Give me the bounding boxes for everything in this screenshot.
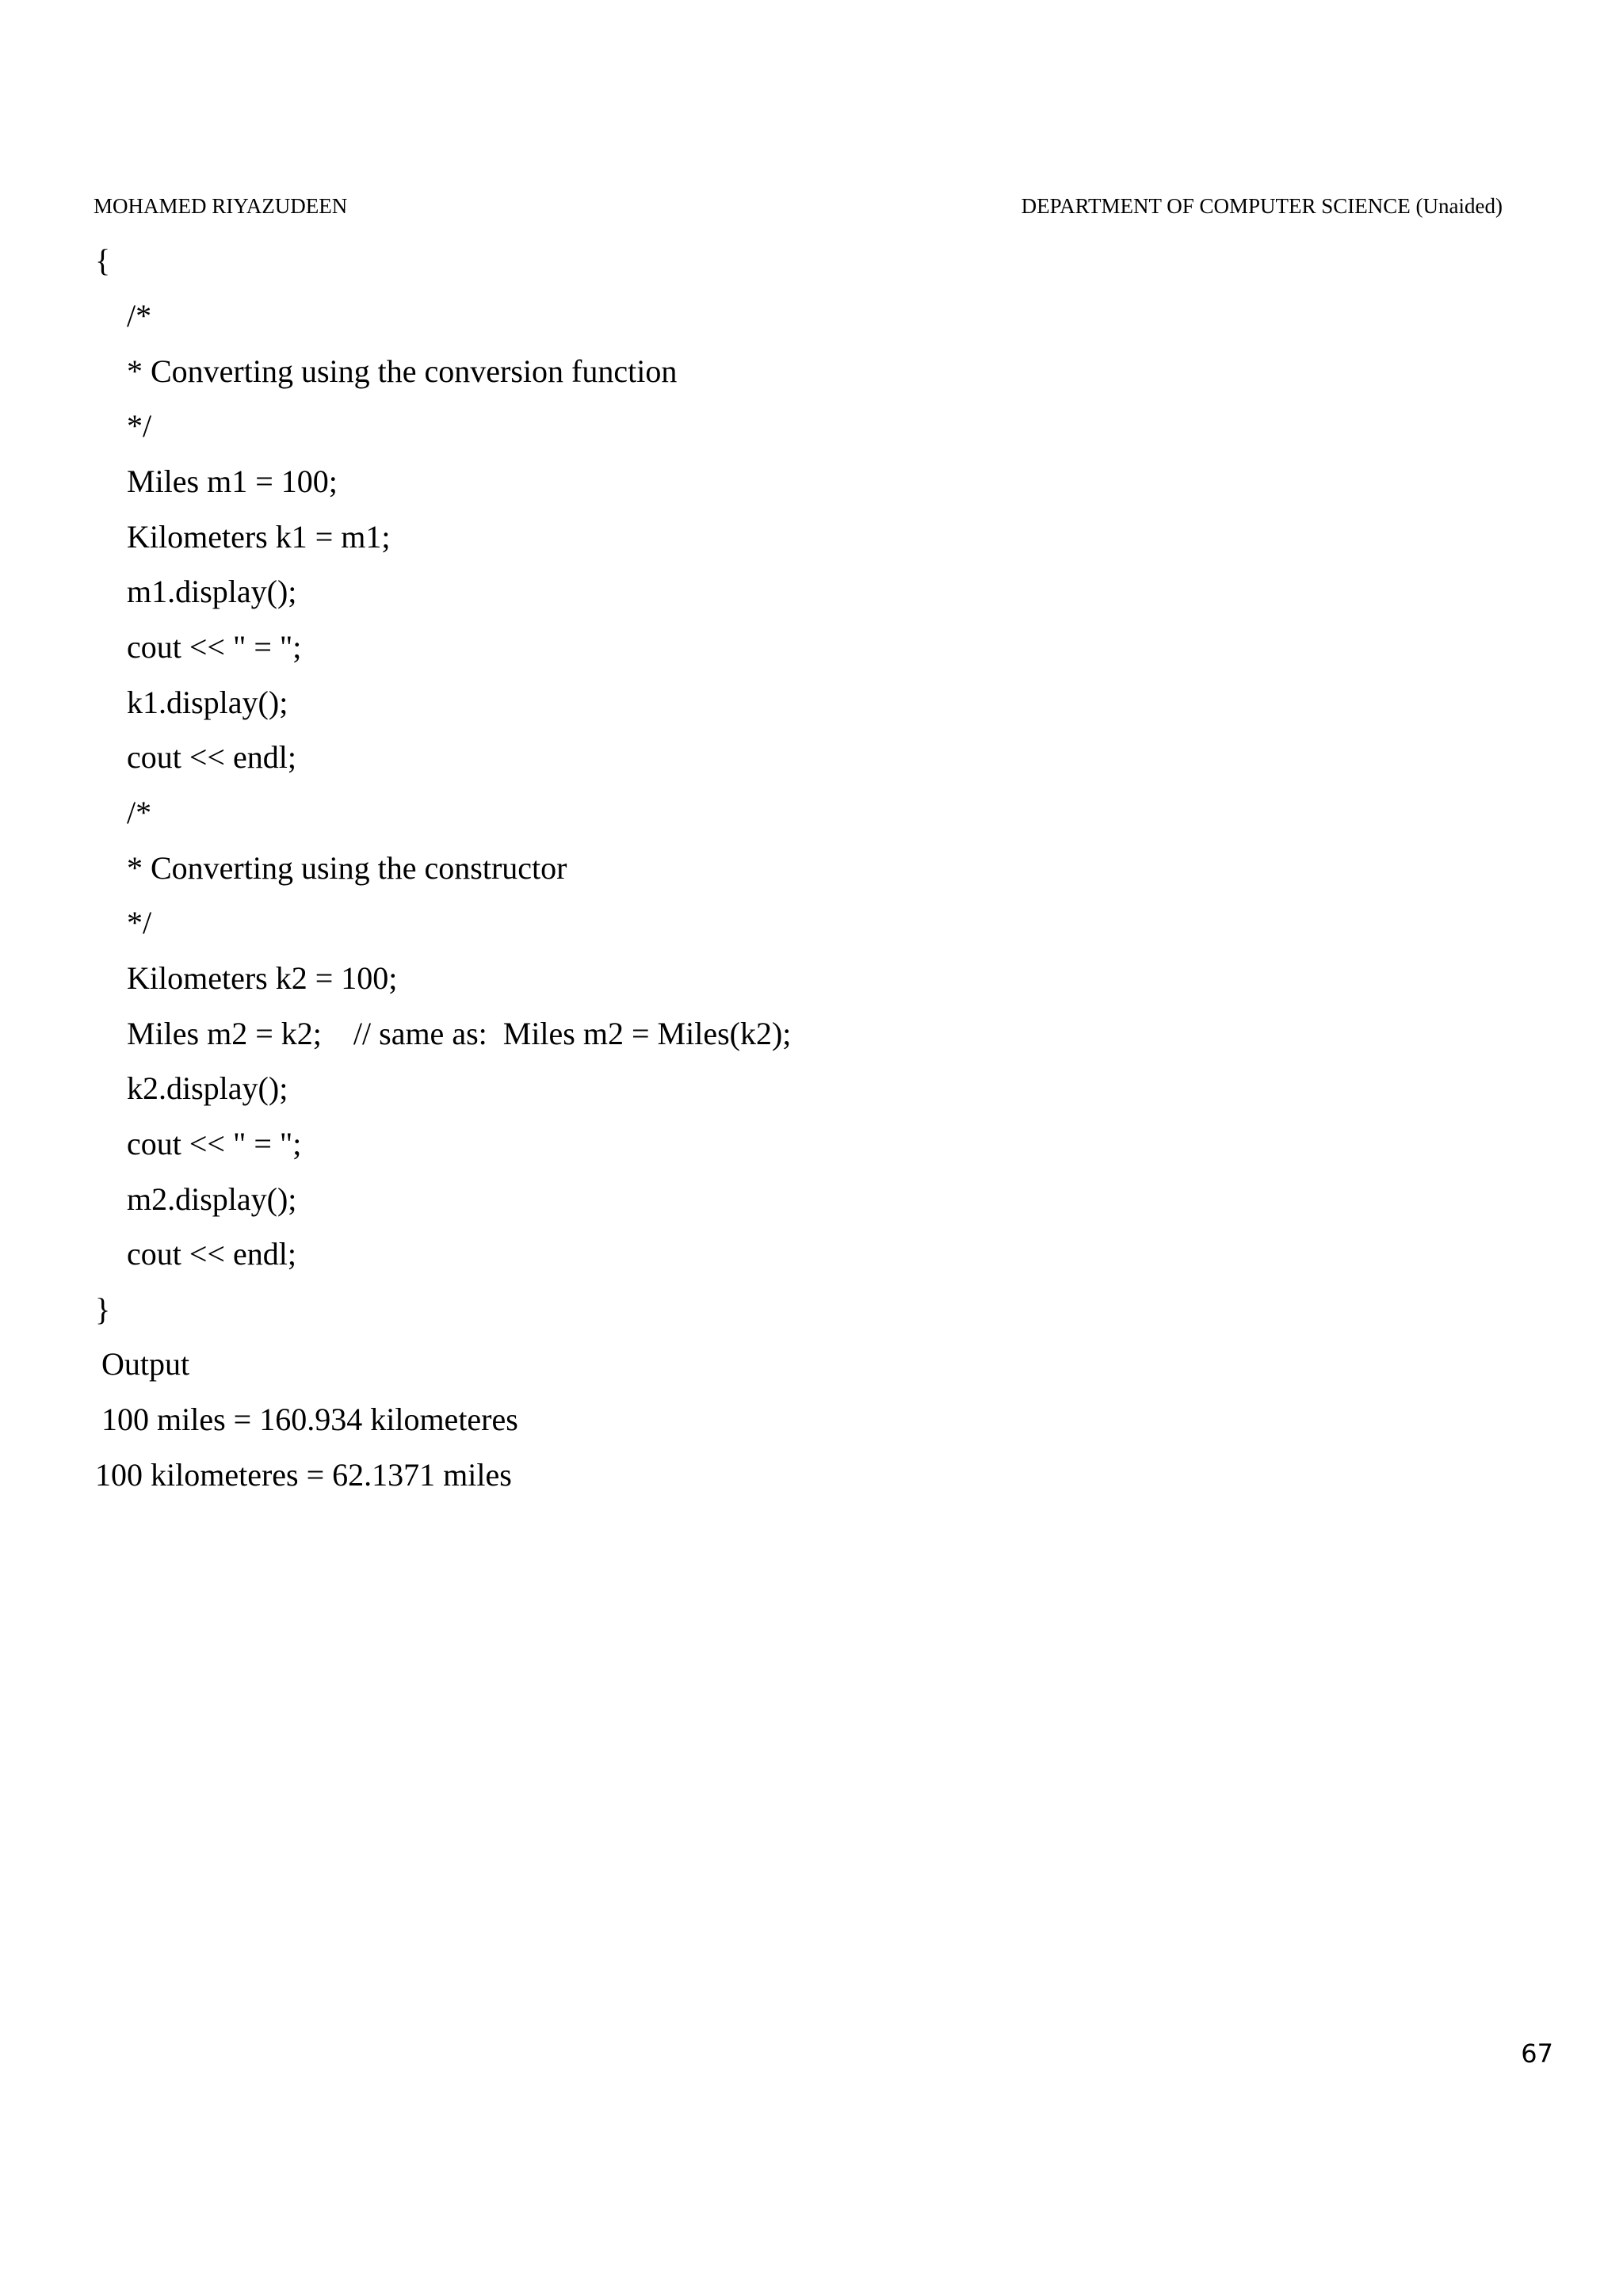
code-line: */ [127,408,152,444]
code-line: m1.display(); [127,574,297,609]
code-line: cout << endl; [127,739,296,775]
code-line: m2.display(); [127,1181,297,1217]
code-line: { [95,242,111,278]
code-line: k2.display(); [127,1070,288,1106]
code-line: cout << " = "; [127,1126,302,1161]
code-line: k1.display(); [127,685,288,720]
header-department: DEPARTMENT OF COMPUTER SCIENCE (Unaided) [1021,194,1503,218]
output-heading: Output [101,1346,190,1382]
code-line: cout << endl; [127,1236,296,1272]
code-line: * Converting using the constructor [127,850,567,886]
code-line: Miles m2 = k2; // same as: Miles m2 = Miles(k2); [127,1016,792,1051]
code-line: Kilometers k2 = 100; [127,960,398,996]
output-line: 100 kilometeres = 62.1371 miles [95,1457,512,1493]
code-line: */ [127,905,152,940]
output-line: 100 miles = 160.934 kilometeres [101,1402,518,1437]
code-line: Kilometers k1 = m1; [127,519,391,555]
code-line: cout << " = "; [127,629,302,665]
header-author: MOHAMED RIYAZUDEEN [94,194,348,218]
code-line: /* [127,795,152,830]
code-line: } [95,1291,111,1327]
code-line: /* [127,298,152,334]
code-line: Miles m1 = 100; [127,463,338,499]
page-number: 67 [1521,2039,1553,2069]
code-line: * Converting using the conversion function [127,353,678,389]
